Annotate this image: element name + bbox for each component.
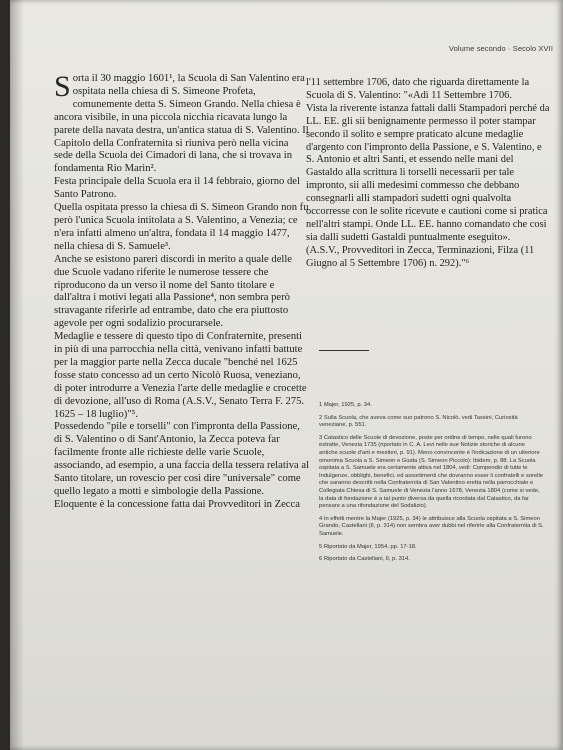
footnote-5: 5 Riportato da Majer, 1954, pp. 17-18. (319, 543, 417, 550)
footnote-6: 6 Riportato da Castellani, II, p. 314. (319, 556, 410, 563)
left-text-column (54, 70, 310, 512)
footnote-3: 3 Catastico delle Scuole di devozione, poste per ordine di tempo, nelle quali furono estratte, Venezia 1735 (riportato in C. A. Levi nelle sue Notizie storiche di alcune antiche scuole d'arti e mestieri, p. 91). Meno convincente è l'indicazione di un ulteriore omonima Scuola a S. Simeon e Giuda (S. Simeon Piccolo): Ibidem, p. 88. La Scuola ospitata a S. Samuele era certamente attiva nel 1804, vedi: Compendio di tutte le Indulgenze, obblighi, benefici, ed assortimenti che dovranno esser li confratelli e sorelle che saranno descritti nella Confraternita di San Valentino eretta nella parrocchiale e Collegiata Chiesa di S. Samuele di Venezia l'anno 1678, Venezia 1804 (come si vede, la data di fondazione è a tal punto diversa da quella ricordata dal Catastico, da far pensare a una rifondazione del Sodalizio). (319, 434, 543, 510)
book-page (10, 0, 563, 750)
right-text-column (306, 77, 552, 271)
paragraph-opening: Sorta il 30 maggio 1601¹, la Scuola di San Valentino era ospitata nella chiesa di S. Simeone Profeta, comunemente detta S. Simeon Grando. Nella chiesa è ancora visibile, in una piccola nicchia ricavata lungo la parete della navata destra, un'antica statua di S. Valentino. Il Capitolo della Confraternita si riuniva però nella vicina sede della Scuola dei Cimadori di lana, che si trovava in fondamenta Rio Marin². (54, 70, 309, 175)
footnote-4: 4 In effetti mentre la Majer (1925, p. 34) le attribuisce alla Scuola ospitata a S. Simeon Grando, Castellani (II, p. 314) non sembra aver dubbi nel riferirle alla Confraternita di S. Samuele. (319, 515, 544, 537)
running-head: Volume secondo · Secolo XVII (448, 44, 553, 53)
footnote-separator (319, 350, 369, 351)
paragraph-date: l'11 settembre 1706, dato che riguarda direttamente la Scuola di S. Valentino: "«Adì 11 Settembre 1706. (306, 77, 530, 101)
paragraph-zecca: Possedendo "pile e torselli" con l'impronta della Passione, di S. Valentino o di Sant'Antonio, la Zecca poteva far facilmente fronte alle richieste delle varie Scuole, associando, ad esempio, a una faccia della tessera relativa al Santo titolare, un rovescio per così dire "universale" come quello legato a motti e simbologie della Passione. (54, 421, 310, 497)
footnotes (319, 402, 545, 569)
paragraph-feast: Festa principale della Scuola era il 14 febbraio, giorno del Santo Patrono. (54, 176, 300, 201)
paragraph-tesserae: Anche se esistono pareri discordi in merito a quale delle due Scuole vadano riferite le numerose tessere che riproducono da un verso il nome del Santo titolare e dall'altra i motivi legati alla Passione⁴, non sembra però stravagante riferirle ad entrambe, dato che era piuttosto agevole per ogni sodalizio procurarsele. (54, 253, 292, 330)
paragraph-concession: Eloquente è la concessione fatta dai Provveditori in Zecca (54, 498, 300, 510)
paragraph-medals: Medaglie e tessere di questo tipo di Confraternite, presenti in più di una parrocchia nella città, venivano infatti battute per la maggior parte nella Zecca ducale "benché nel 1625 fosse stato concesso ad un certo Nicolò Ruosa, veneziano, di poter introdurre a Venezia l'arte delle medaglie e crocette di devozione, all'uso di Roma (A.S.V., Senato Terra F. 275. 1625 – 18 luglio)"⁵. (54, 331, 307, 420)
paragraph-source: (A.S.V., Provveditori in Zecca, Terminazioni, Filza (11 Giugno al 5 Settembre 1706) n. 292)."⁶ (306, 244, 535, 269)
paragraph-quote: Vista la riverente istanza fattali dalli Stampadori perché da LL. EE. gli sii benignamente permesso il poter stampar secondo il solito e sempre praticato alcune medaglie d'argento con l'impronto della Passione, e S. Valentino, e S. Antonio et altri Santi, et essendo nelle mani del Gastaldo alla scrittura li torselli necessarii per tale impronto, sii alli medesimi commesso che debbano consegnarli alli stampadori sudetti ogni qualvolta occorresse con le solite ricevute e cautioni come si pratica nell'altri stampi. Onde LL. EE. hanno comandato che così sia dalli sudetti Gastaldi puntualmente eseguito». (306, 102, 550, 243)
footnote-2: 2 Sulla Scuola, che aveva come suo patrono S. Nicolò, vedi Tassini, Curiosità veneziane, p. 551. (319, 414, 518, 429)
page-gutter-shadow (10, 0, 24, 750)
paragraph-other-school: Quella ospitata presso la chiesa di S. Simeon Grando non fu però l'unica Scuola intitolata a S. Valentino, a Venezia; ce n'era infatti almeno un'altra, fondata il 14 maggio 1477, nella chiesa di S. Samuele³. (54, 202, 309, 252)
footnote-1: 1 Majer, 1925, p. 34. (319, 402, 372, 408)
drop-cap: S (54, 70, 71, 103)
